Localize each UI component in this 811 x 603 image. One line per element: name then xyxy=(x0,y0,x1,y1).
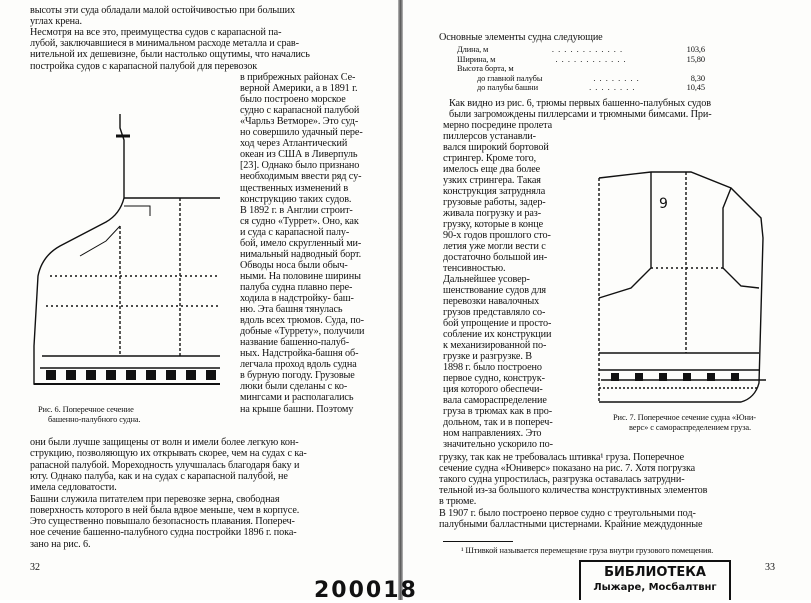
text-line: ся судно «Туррет». Оно, как xyxy=(240,215,359,227)
text-line: океан из США в Ливерпуль xyxy=(240,149,358,161)
text-line: высоты эти суда обладали малой остойчивостью при больших xyxy=(30,5,295,16)
page-number-right: 33 xyxy=(765,562,775,573)
text-line: 90-х годов прошлого сто- xyxy=(443,230,551,241)
spec-row: Длина, м . . . . . . . . . . . . 103,6 xyxy=(457,45,705,54)
text-line: судно с карапасной палубой xyxy=(240,105,360,117)
text-line: необходимым ввести ряд су- xyxy=(240,171,362,183)
text-line: перевозки навалочных xyxy=(443,296,540,307)
text-line: узких стрингера. Такая xyxy=(443,175,541,186)
text-line: Дальнейшее усовер- xyxy=(443,274,530,285)
text-line: зано на рис. 6. xyxy=(30,538,91,550)
text-line: постройка судов с карапасной палубой для перевозок xyxy=(30,60,258,72)
text-line: В 1892 г. в Англии строит- xyxy=(240,204,353,216)
text-line: такого судна упростилась, разгрузка оставалась затрудни- xyxy=(439,474,685,486)
text-line: нимальный надводный борт. xyxy=(240,248,362,260)
text-line: в трюме. xyxy=(439,496,477,508)
text-line: В 1907 г. было построено первое судно с треугольными под- xyxy=(439,507,696,519)
text-line: люки были сделаны с ко- xyxy=(240,381,348,393)
spec-row: Ширина, м . . . . . . . . . . . . 15,80 xyxy=(457,54,705,64)
text-line: Несмотря на все это, преимущества судов с карапасной па- xyxy=(30,27,282,39)
text-line: палубными балластными цистернами. Крайние междудонные xyxy=(439,518,703,530)
text-line: грузовые работы, задер- xyxy=(443,197,546,208)
text-line: щественных изменений в xyxy=(240,182,349,194)
text-line: были загромождены пиллерсами и трюмными бимсами. При- xyxy=(449,109,712,121)
text-line: ция которого обеспечи- xyxy=(443,384,543,395)
text-line: лубой, заключавшиеся в минимальном расходе металла и срав- xyxy=(30,38,299,50)
text-line: ходила в надстройку- баш- xyxy=(240,293,354,304)
text-line: бой, имело скругленный ми- xyxy=(240,237,362,249)
text-line: ных. Надстройка-башня об- xyxy=(240,348,359,360)
text-line: добные «Туррету», получили xyxy=(240,326,365,338)
figure-6-caption: Рис. 6. Поперечное сечение башенно-палубного судна. xyxy=(38,405,141,424)
text-line: Это существенно повышало безопасность плавания. Попереч- xyxy=(30,516,295,528)
text-line: в прибрежных районах Се- xyxy=(240,72,356,83)
library-stamp: БИБЛИОТЕКА Лыжаре, Мосбалтвнг xyxy=(579,560,731,600)
text-line: струкцию, позволяющую их открывать скорее, чем на судах с ка- xyxy=(30,448,307,460)
text-line: живала погрузку и раз- xyxy=(443,208,542,219)
text-line: достаточно большой ин- xyxy=(443,252,548,263)
text-line: «Чарльз Ветморе». Это суд- xyxy=(240,116,359,128)
text-line: Башни служила питателем при перевозке зерна, свободная xyxy=(30,493,280,505)
text-line: грузов представляло со- xyxy=(443,307,546,318)
spec-heading: Основные элементы судна следующие xyxy=(439,32,603,43)
text-line: но совершило удачный пере- xyxy=(240,127,363,139)
footnote-rule xyxy=(443,541,513,542)
text-line: имела седловатости. xyxy=(30,482,117,494)
fig7-mark: 9 xyxy=(659,196,668,212)
spec-row: до палубы башни . . . . . . . . 10,45 xyxy=(477,83,705,92)
text-line: вала самораспределение xyxy=(443,395,547,406)
text-line: вдоль всех трюмов. Суда, по- xyxy=(240,315,364,327)
text-line: дольном, так и в попереч- xyxy=(443,417,553,428)
text-line: легчала проход вдоль судна xyxy=(240,359,357,371)
text-line: 1898 г. было построено xyxy=(443,362,542,373)
text-line: углах крена. xyxy=(30,16,82,28)
spec-row: до главной палубы . . . . . . . . 8,30 xyxy=(477,73,705,83)
text-line: тельной из-за большого количества конструктивных элементов xyxy=(439,485,708,497)
text-line: ными. На половине ширины xyxy=(240,270,361,282)
text-line: пиллерсов устанавли- xyxy=(443,131,536,142)
text-line: сечение судна «Юниверс» показано на рис. 7. Хотя погрузка xyxy=(439,463,696,475)
text-line: и суда с карапасной палу- xyxy=(240,226,350,238)
text-line: ход через Атлантический xyxy=(240,138,348,150)
text-line: грузку, которые в конце xyxy=(443,219,544,230)
text-line: имелось еще два более xyxy=(443,164,541,175)
text-line: к механизированной по- xyxy=(443,340,547,351)
figure-7-caption: Рис. 7. Поперечное сечение судна «Юни- верс» с самораспределением груза. xyxy=(613,413,756,432)
text-line: юту. Однако палуба, как и на судах с карапасной палубой, не xyxy=(30,470,288,482)
text-line: Как видно из рис. 6, трюмы первых башенно-палубных судов xyxy=(449,98,711,109)
text-line: конструкцию таких судов. xyxy=(240,193,352,205)
spec-row: Высота борта, м xyxy=(457,64,514,73)
text-line: ню. Эта башня тянулась xyxy=(240,304,343,316)
inventory-number: 200018 xyxy=(314,578,418,603)
text-line: на крыше башни. Поэтому xyxy=(240,403,354,415)
text-line: первое судно, конструк- xyxy=(443,373,545,384)
text-line: [23]. Однако было признано xyxy=(240,160,360,172)
text-line: было построено морское xyxy=(240,94,346,106)
text-line: значительно ускорило по- xyxy=(443,439,553,450)
text-line: мингсами и располагались xyxy=(240,392,354,404)
text-line: они были лучше защищены от волн и имели более легкую кон- xyxy=(30,437,299,448)
page-number-left: 32 xyxy=(30,562,40,573)
text-line: рапасной палубой. Мореходность улучшалась благодаря баку и xyxy=(30,459,300,471)
text-line: шенствование судов для xyxy=(443,285,547,296)
text-line: вался широкий бортовой xyxy=(443,142,549,153)
text-line: в бурную погоду. Грузовые xyxy=(240,370,355,382)
footnote: ¹ Штивкой называется перемещение груза внутри грузового помещения. xyxy=(461,546,714,555)
text-line: собление их конструкции xyxy=(443,329,552,340)
text-line: стрингер. Кроме того, xyxy=(443,153,537,164)
text-line: бой упрощение и просто- xyxy=(443,318,552,329)
text-line: Обводы носа были обыч- xyxy=(240,259,348,271)
text-line: палуба судна плавно пере- xyxy=(240,281,353,293)
text-line: грузке и разгрузке. В xyxy=(443,351,532,362)
text-line: название башенно-палуб- xyxy=(240,337,350,349)
text-line: конструкция затрудняла xyxy=(443,186,546,197)
text-line: летия уже могли вести с xyxy=(443,241,546,252)
figure-6-cross-section xyxy=(20,106,235,406)
text-line: тенсивностью. xyxy=(443,263,506,274)
text-line: ное сечение башенно-палубного судна постройки 1896 г. пока- xyxy=(30,527,297,539)
text-line: грузку, так как не требовалась штивка¹ груза. Поперечное xyxy=(439,452,685,463)
figure-7-cross-section xyxy=(591,148,781,412)
spec-table xyxy=(457,45,705,93)
right-page xyxy=(403,0,811,600)
text-line: верной Америки, а в 1891 г. xyxy=(240,83,358,95)
text-line: груза в трюмах как в про- xyxy=(443,406,553,417)
left-page xyxy=(0,0,398,600)
text-line: нительной их дешевизне, были настолько ощутимы, что начались xyxy=(30,49,310,61)
text-line: ном направлениях. Это xyxy=(443,428,542,439)
text-line: мерно посредине пролета xyxy=(443,120,553,131)
text-line: поверхность которого в ней была вдвое меньше, чем в корпусе. xyxy=(30,504,300,516)
